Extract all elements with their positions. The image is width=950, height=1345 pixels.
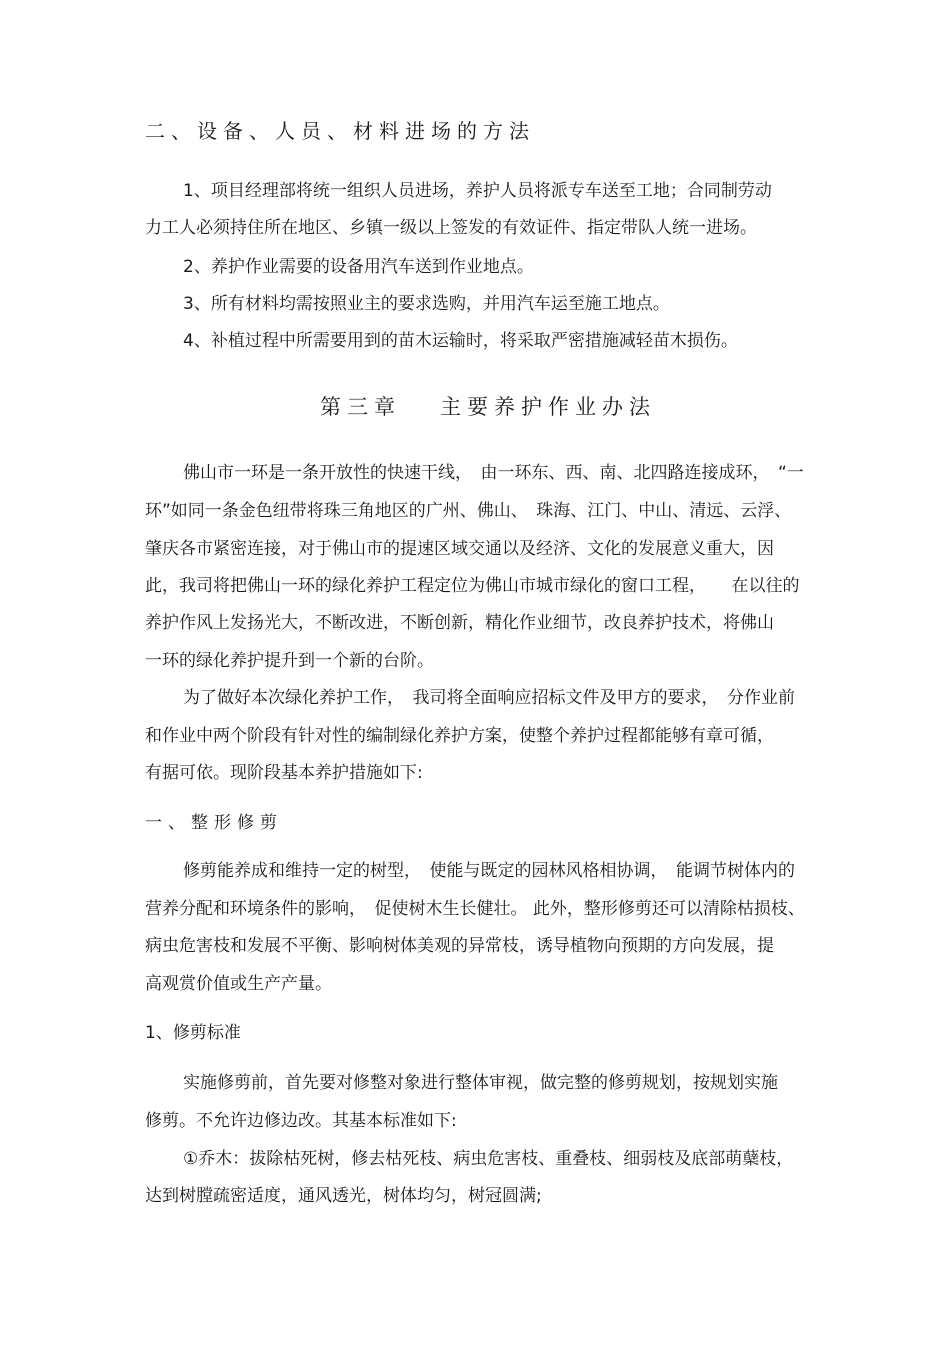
- chapter-number: 第三章: [320, 395, 401, 419]
- paragraph-line: 环”如同一条金色纽带将珠三角地区的广州、佛山、 珠海、江门、中山、清远、云浮、: [145, 501, 792, 521]
- paragraph-line: 修剪。不允许边修边改。其基本标准如下:: [145, 1111, 457, 1131]
- section-heading-entry-method: 二、设备、人员、材料进场的方法: [145, 119, 535, 143]
- paragraph-line: 修剪能养成和维持一定的树型， 使能与既定的园林风格相协调， 能调节树体内的: [183, 861, 795, 881]
- list-item: 4、补植过程中所需要用到的苗木运输时，将采取严密措施减轻苗木损伤。: [183, 331, 738, 351]
- paragraph-line: 有据可依。现阶段基本养护措施如下:: [145, 763, 423, 783]
- paragraph-line: 此，我司将把佛山一环的绿化养护工程定位为佛山市城市绿化的窗口工程， 在以往的: [145, 576, 800, 596]
- list-item: 2、养护作业需要的设备用汽车送到作业地点。: [183, 257, 534, 277]
- paragraph-line: 一环的绿化养护提升到一个新的台阶。: [145, 651, 434, 671]
- paragraph-line: ①乔木：拔除枯死树，修去枯死枝、病虫危害枝、重叠枝、细弱枝及底部萌蘖枝，: [183, 1149, 794, 1169]
- paragraph-line: 肇庆各市紧密连接，对于佛山市的提速区域交通以及经济、文化的发展意义重大，因: [145, 539, 774, 559]
- list-item: 3、所有材料均需按照业主的要求选购，并用汽车运至施工地点。: [183, 294, 670, 314]
- paragraph-line: 为了做好本次绿化养护工作， 我司将全面响应招标文件及甲方的要求， 分作业前: [183, 688, 795, 708]
- paragraph-line: 高观赏价值或生产产量。: [145, 974, 332, 994]
- paragraph-line: 养护作风上发扬光大，不断改进，不断创新，精化作业细节，改良养护技术，将佛山: [145, 613, 774, 633]
- paragraph-line: 力工人必须持住所在地区、乡镇一级以上签发的有效证件、指定带队人统一进场。: [145, 218, 757, 238]
- chapter-title: 主要养护作业办法: [440, 395, 656, 419]
- paragraph-line: 和作业中两个阶段有针对性的编制绿化养护方案，使整个养护过程都能够有章可循，: [145, 726, 774, 746]
- paragraph-line: 达到树膛疏密适度，通风透光，树体均匀，树冠圆满;: [145, 1186, 542, 1206]
- section-heading-pruning: 一、整形修剪: [145, 813, 283, 833]
- paragraph-line: 1、项目经理部将统一组织人员进场，养护人员将派专车送至工地；合同制劳动: [183, 181, 772, 201]
- sub-heading-pruning-standard: 1、修剪标准: [145, 1023, 241, 1043]
- paragraph-line: 佛山市一环是一条开放性的快速干线， 由一环东、西、南、北四路连接成环， “一: [183, 463, 804, 483]
- paragraph-line: 病虫危害枝和发展不平衡、影响树体美观的异常枝，诱导植物向预期的方向发展，提: [145, 936, 774, 956]
- paragraph-line: 营养分配和环境条件的影响， 促使树木生长健壮。 此外，整形修剪还可以清除枯损枝、: [145, 899, 805, 919]
- paragraph-line: 实施修剪前，首先要对修整对象进行整体审视，做完整的修剪规划，按规划实施: [183, 1073, 778, 1093]
